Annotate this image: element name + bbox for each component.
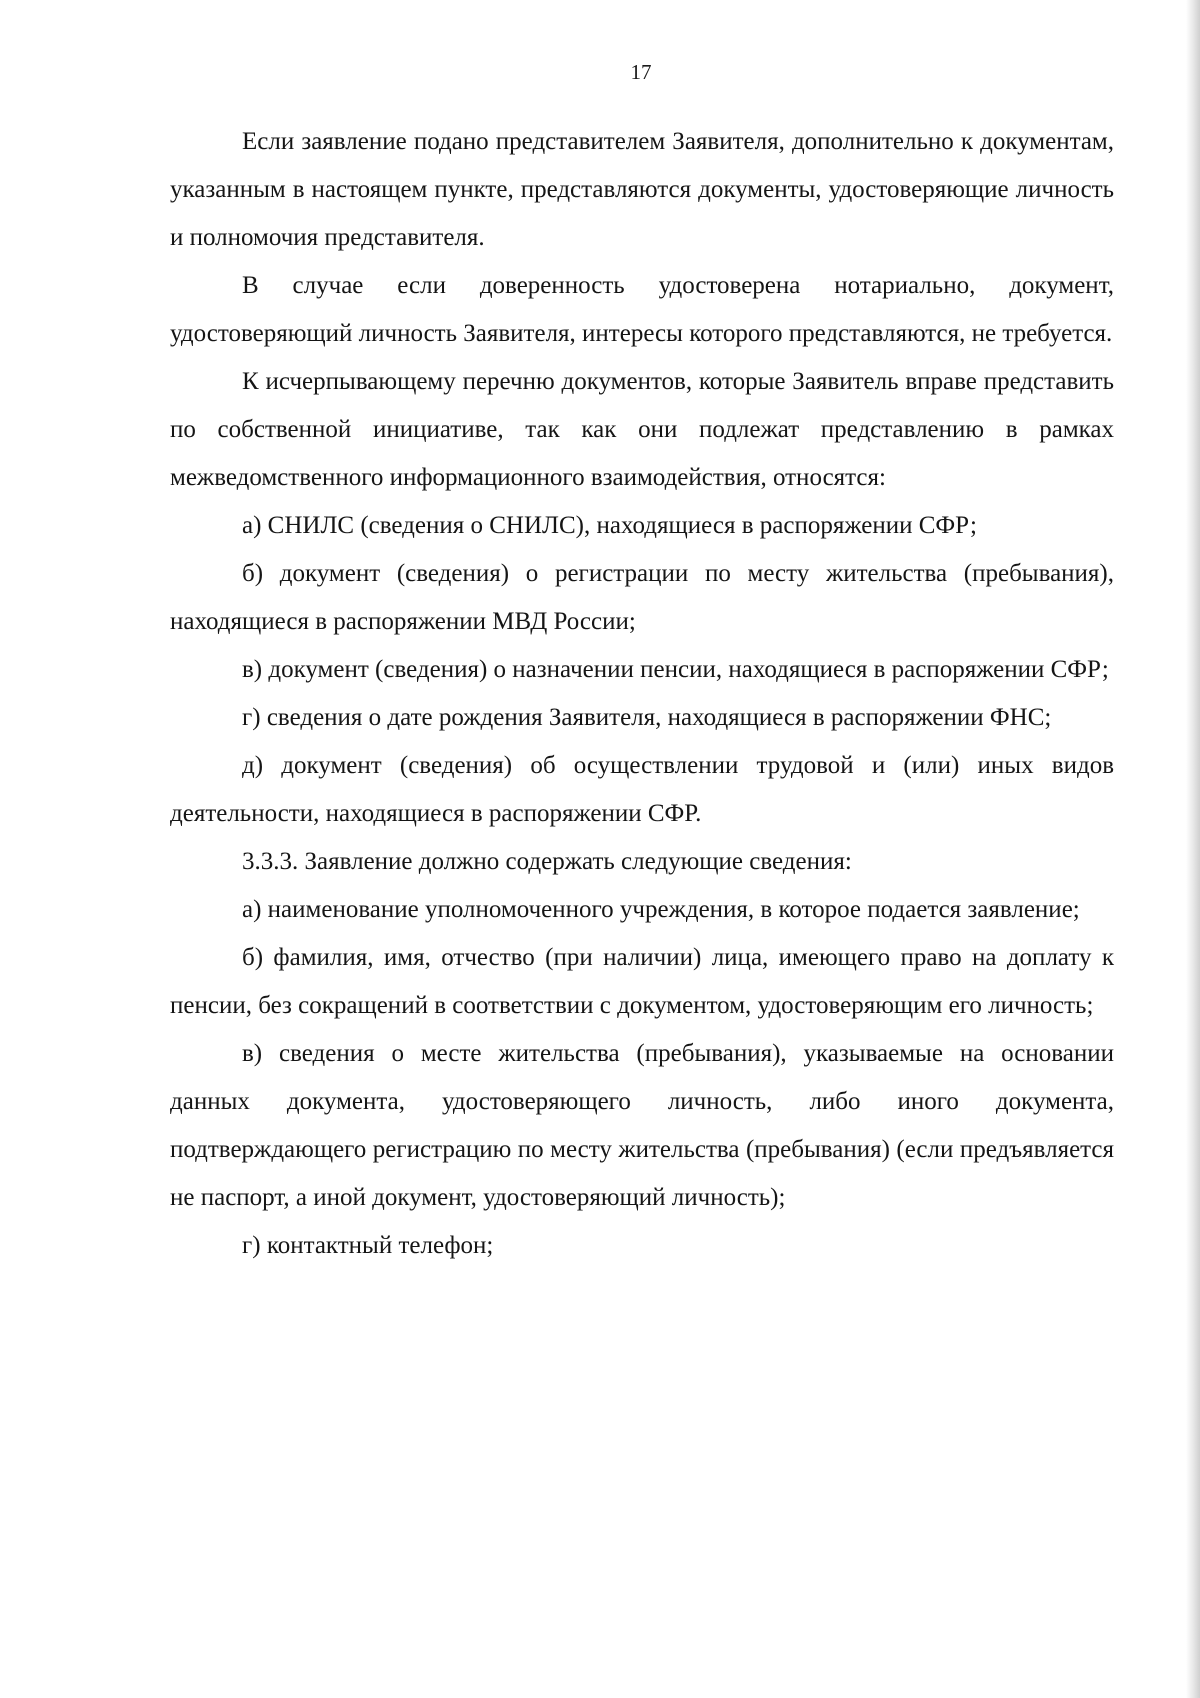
- list-item-pension-assignment: в) документ (сведения) о назначении пенсии, находящиеся в распоряжении СФР;: [242, 656, 1109, 683]
- list-item-birth-date: г) сведения о дате рождения Заявителя, находящиеся в распоряжении ФНС;: [242, 704, 1052, 731]
- list-item-contact-phone: г) контактный телефон;: [242, 1232, 494, 1259]
- scan-edge-shadow: [1186, 0, 1200, 1698]
- paragraph-optional-documents-intro: К исчерпывающему перечню документов, которые Заявитель вправе представить по собственной инициативе, так как они подлежат представлению в рамках межведомственного информационного взаимодействия, относятся:: [170, 368, 1114, 491]
- document-body: [170, 118, 1114, 1270]
- list-item-snils: а) СНИЛС (сведения о СНИЛС), находящиеся в распоряжении СФР;: [242, 512, 977, 539]
- paragraph-representative-documents: Если заявление подано представителем Заявителя, дополнительно к документам, указанным в настоящем пункте, представляются документы, удостоверяющие личность и полномочия представителя.: [170, 128, 1114, 251]
- page-number: 17: [630, 60, 652, 84]
- list-item-residence: в) сведения о месте жительства (пребывания), указываемые на основании данных документа, удостоверяющего личность, либо иного документа, подтверждающего регистрацию по месту жительства (пребывания) (если предъявляется не паспорт, а иной документ, удостоверяющий личность);: [170, 1040, 1114, 1211]
- section-heading-3-3-3: 3.3.3. Заявление должно содержать следующие сведения:: [242, 848, 852, 875]
- list-item-full-name: б) фамилия, имя, отчество (при наличии) лица, имеющего право на доплату к пенсии, без сокращений в соответствии с документом, удостоверяющим его личность;: [170, 944, 1114, 1019]
- list-item-labor-activity: д) документ (сведения) об осуществлении трудовой и (или) иных видов деятельности, находящиеся в распоряжении СФР.: [170, 752, 1114, 827]
- list-item-registration: б) документ (сведения) о регистрации по месту жительства (пребывания), находящиеся в распоряжении МВД России;: [170, 560, 1114, 635]
- paragraph-notarized-power-of-attorney: В случае если доверенность удостоверена нотариально, документ, удостоверяющий личность Заявителя, интересы которого представляются, не требуется.: [170, 272, 1114, 347]
- list-item-institution-name: а) наименование уполномоченного учреждения, в которое подается заявление;: [242, 896, 1080, 923]
